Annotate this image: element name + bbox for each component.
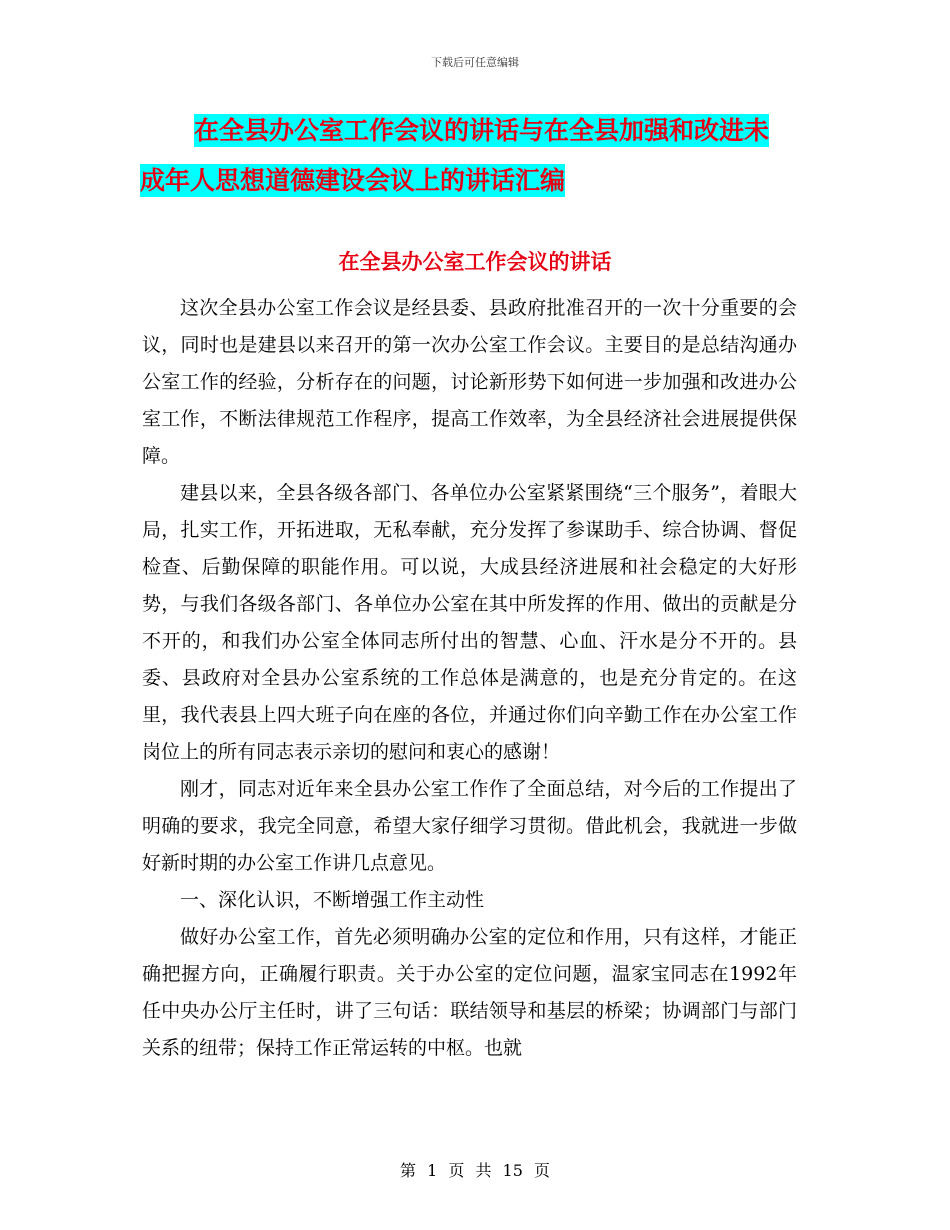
page-number: 第 1 页 共 15 页 (400, 1161, 550, 1180)
body-text (142, 290, 797, 1067)
paragraph: 建县以来，全县各级各部门、各单位办公室紧紧围绕“三个服务”，着眼大局，扎实工作，开拓进取，无私奉献，充分发挥了参谋助手、综合协调、督促检查、后勤保障的职能作用。可以说，大成县经济进展和社会稳定的大好形势，与我们各级各部门、各单位办公室在其中所发挥的作用、做出的贡献是分不开的，和我们办公室全体同志所付出的智慧、心血、汗水是分不开的。县委、县政府对全县办公室系统的工作总体是满意的，也是充分肯定的。在这里，我代表县上四大班子向在座的各位，并通过你们向辛勤工作在办公室工作岗位上的所有同志表示亲切的慰问和衷心的感谢！ (142, 482, 797, 763)
paragraph: 刚才，同志对近年来全县办公室工作作了全面总结，对今后的工作提出了明确的要求，我完全同意，希望大家仔细学习贯彻。借此机会，我就进一步做好新时期的办公室工作讲几点意见。 (142, 778, 797, 874)
title-line-2: 成年人思想道德建设会议上的讲话汇编 (140, 166, 566, 195)
title-line-1: 在全县办公室工作会议的讲话与在全县加强和改进未 (194, 116, 770, 145)
section-title: 在全县办公室工作会议的讲话 (338, 250, 612, 274)
header-note: 下载后可任意编辑 (431, 56, 519, 69)
paragraph: 这次全县办公室工作会议是经县委、县政府批准召开的一次十分重要的会议，同时也是建县以来召开的第一次办公室工作会议。主要目的是总结沟通办公室工作的经验，分析存在的问题，讨论新形势下如何进一步加强和改进办公室工作，不断法律规范工作程序，提高工作效率，为全县经济社会进展提供保障。 (142, 297, 797, 467)
paragraph: 做好办公室工作，首先必须明确办公室的定位和作用，只有这样，才能正确把握方向，正确履行职责。关于办公室的定位问题，温家宝同志在1992年任中央办公厅主任时，讲了三句话：联结领导和基层的桥梁；协调部门与部门关系的纽带；保持工作正常运转的中枢。也就 (142, 926, 797, 1059)
document-title (140, 106, 830, 206)
subheading: 一、深化认识，不断增强工作主动性 (180, 889, 485, 911)
